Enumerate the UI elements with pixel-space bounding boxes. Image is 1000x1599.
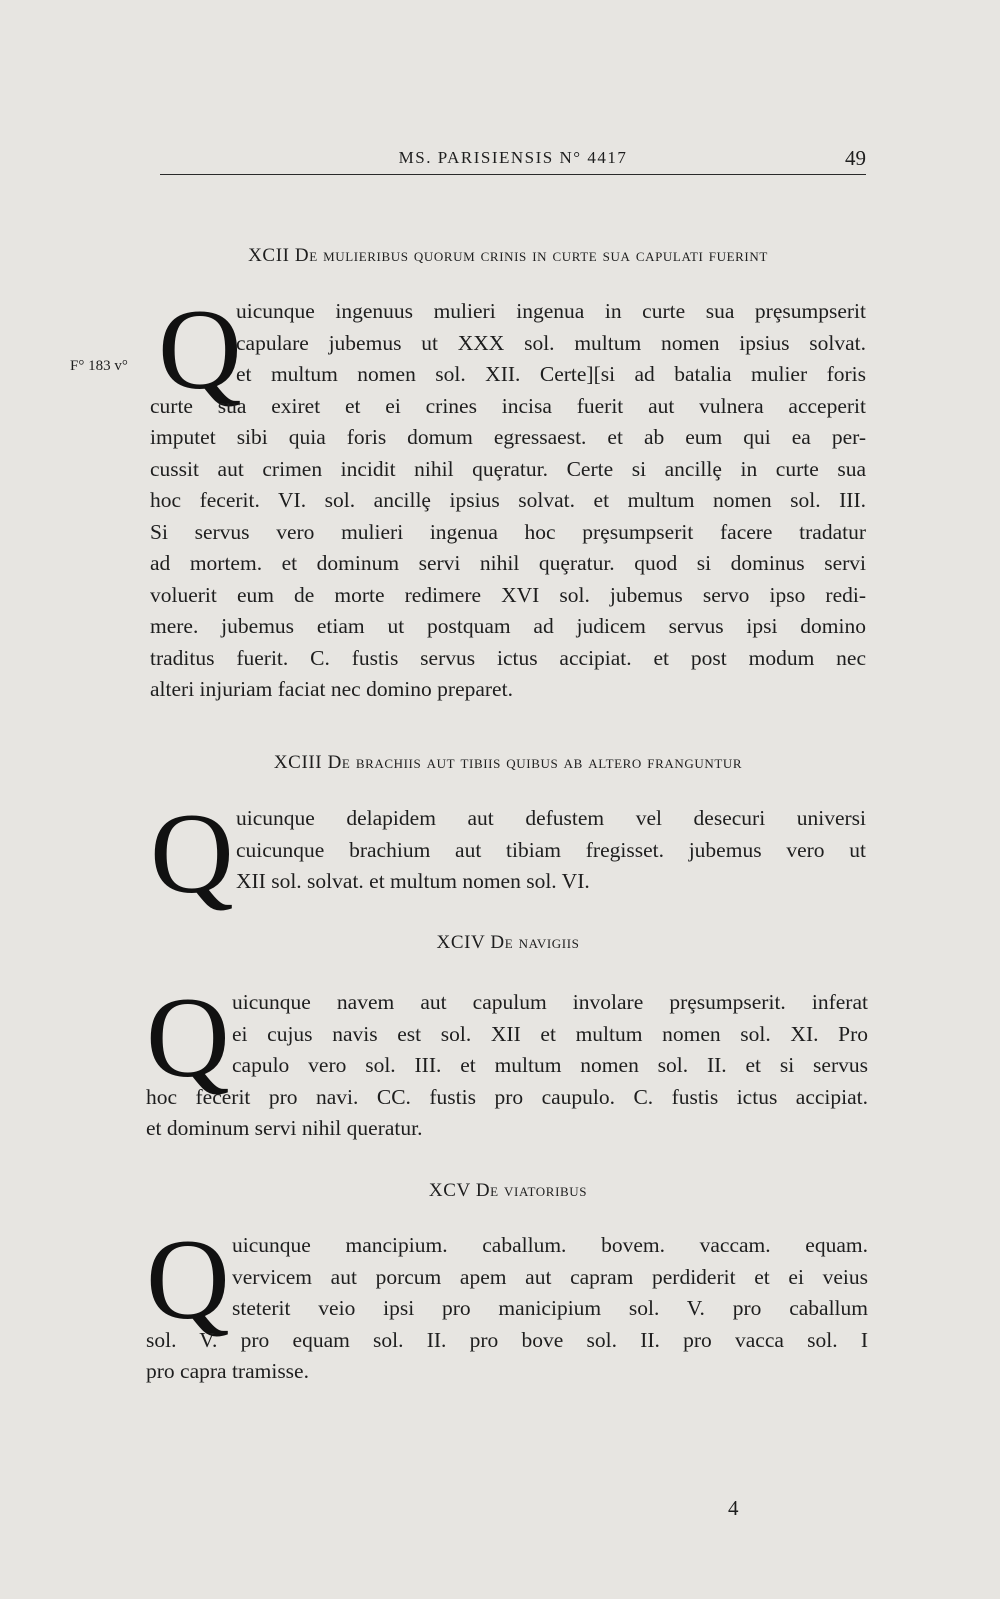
paragraph-xcv [146, 1230, 868, 1388]
text-line: vervicem aut porcum apem aut capram perdiderit et ei veius [232, 1264, 868, 1289]
text-line: capulo vero sol. III. et multum nomen sol. II. et si servus [232, 1053, 868, 1077]
section-heading: De mulieribus quorum crinis in curte sua capulati fuerint [294, 245, 768, 266]
section-title-xciv [150, 932, 866, 954]
paragraph-xcii [150, 296, 866, 706]
paragraph-xciii [150, 803, 866, 898]
text-line: ad mortem. et dominum servi nihil quȩratur. quod si dominus servi [150, 551, 866, 575]
text-line: cuicunque brachium aut tibiam fregisset. jubemus vero ut [236, 837, 866, 862]
text-line: et multum nomen sol. XII. Certe][si ad batalia mulier foris [236, 362, 866, 386]
text-line: mere. jubemus etiam ut postquam ad judicem servus ipsi domino [150, 614, 866, 638]
text-line: cussit aut crimen incidit nihil quȩratur. Certe si ancillȩ in curte sua [150, 456, 866, 481]
text-line: steterit veio ipsi pro manicipium sol. V. pro caballum [232, 1296, 868, 1320]
text-line: uicunque ingenuus mulieri ingenua in curte sua prȩsumpserit [236, 299, 866, 323]
section-title-xcv [150, 1180, 866, 1202]
text-line: uicunque delapidem aut defustem vel desecuri universi [236, 806, 866, 830]
margin-folio-note: F° 183 v° [70, 358, 128, 374]
text-line: uicunque navem aut capulum involare prȩsumpserit. inferat [232, 990, 868, 1014]
text-line: pro capra tramisse. [146, 1359, 309, 1383]
page-number: 49 [845, 146, 866, 170]
running-header [160, 140, 866, 180]
text-line: hoc fecerit pro navi. CC. fustis pro caupulo. C. fustis ictus accipiat. [146, 1084, 868, 1109]
text-line: curte sua exiret et ei crines incisa fuerit aut vulnera acceperit [150, 393, 866, 418]
drop-initial: Q [150, 790, 234, 918]
paragraph-xciv [146, 987, 868, 1145]
header-title: MS. PARISIENSIS N° 4417 [398, 148, 628, 167]
drop-initial: Q [146, 974, 230, 1102]
section-title-xciii [150, 752, 866, 774]
text-line: capulare jubemus ut XXX sol. multum nomen ipsius solvat. [236, 330, 866, 355]
text-line: voluerit eum de morte redimere XVI sol. jubemus servo ipso redi- [150, 582, 866, 607]
text-line: imputet sibi quia foris domum egressaest. et ab eum qui ea per- [150, 425, 866, 449]
text-line: hoc fecerit. VI. sol. ancillȩ ipsius solvat. et multum nomen sol. III. [150, 488, 866, 512]
text-line: et dominum servi nihil queratur. [146, 1116, 423, 1140]
section-number: XCIV [436, 932, 486, 953]
text-line: sol. V. pro equam sol. II. pro bove sol. II. pro vacca sol. I [146, 1327, 868, 1352]
section-title-xcii [150, 245, 866, 267]
drop-initial: Q [146, 1216, 230, 1344]
section-heading: De brachiis aut tibiis quibus ab altero franguntur [327, 752, 743, 773]
section-number: XCIII [273, 752, 323, 773]
text-line: ei cujus navis est sol. XII et multum nomen sol. XI. Pro [232, 1021, 868, 1046]
text-line: uicunque mancipium. caballum. bovem. vaccam. equam. [232, 1233, 868, 1257]
header-rule [160, 174, 866, 175]
section-number: XCV [428, 1180, 471, 1201]
section-heading: De viatoribus [475, 1180, 588, 1201]
text-line: XII sol. solvat. et multum nomen sol. VI. [236, 869, 590, 893]
signature-mark: 4 [728, 1496, 739, 1520]
section-heading: De navigiis [490, 932, 580, 953]
text-line: Si servus vero mulieri ingenua hoc prȩsumpserit facere tradatur [150, 519, 866, 544]
section-number: XCII [248, 245, 290, 266]
drop-initial: Q [158, 286, 242, 414]
text-line: alteri injuriam faciat nec domino preparet. [150, 677, 513, 701]
text-line: traditus fuerit. C. fustis servus ictus accipiat. et post modum nec [150, 645, 866, 670]
